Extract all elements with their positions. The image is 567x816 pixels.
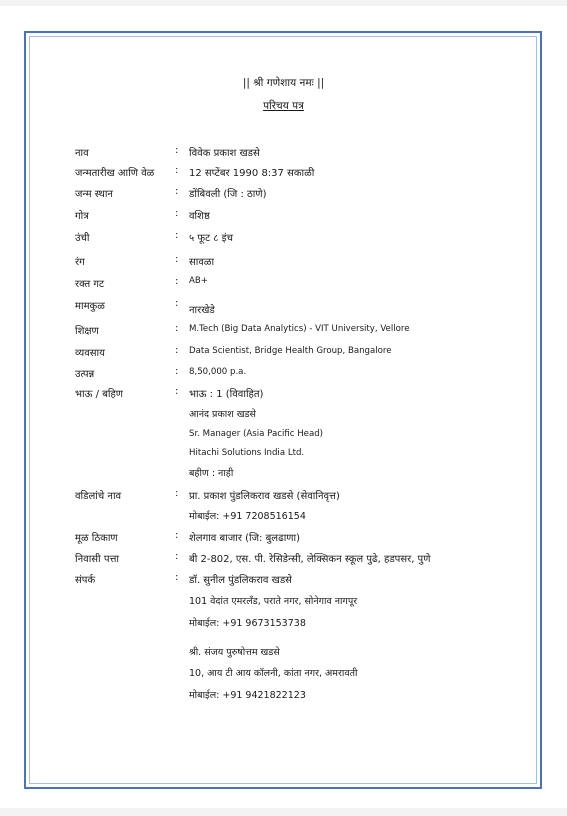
field-label: मूळ ठिकाण [75, 533, 118, 544]
field-label: संपर्क [75, 575, 96, 586]
field-colon: : [175, 276, 179, 287]
field-value: 12 सप्टेंबर 1990 8:37 सकाळी [189, 168, 315, 179]
field-value: नारखेडे [189, 305, 215, 316]
field-colon: : [175, 230, 179, 241]
field-label: जन्म स्थान [75, 189, 113, 200]
field-colon: : [175, 254, 179, 265]
field-label: व्यवसाय [75, 348, 105, 359]
field-value: डोंबिवली (जि : ठाणे) [189, 189, 267, 200]
field-label: जन्मतारीख आणि वेळ [75, 168, 155, 179]
field-colon: : [175, 145, 179, 156]
field-value: M.Tech (Big Data Analytics) - VIT University, Vellore [189, 324, 410, 334]
invocation-heading: || श्री गणेशाय नमः || [242, 77, 325, 89]
field-colon: : [175, 386, 179, 397]
contact-line: मोबाईल: +91 9421822123 [189, 690, 306, 701]
contact-line: श्री. संजय पुरुषोत्तम खडसे [189, 647, 280, 658]
sibling-line: Hitachi Solutions India Ltd. [189, 448, 305, 458]
field-label: नाव [75, 148, 89, 159]
field-value: शेलगाव बाजार (जि: बुलढाणा) [189, 533, 301, 544]
field-label: गोत्र [75, 211, 89, 222]
field-value: विवेक प्रकाश खडसे [189, 148, 260, 159]
field-value: ५ फूट ८ इंच [189, 233, 233, 244]
field-colon: : [175, 298, 179, 309]
field-colon: : [175, 165, 179, 176]
field-colon: : [175, 572, 179, 583]
field-value: भाऊ : 1 (विवाहित) [189, 389, 264, 400]
field-value: Data Scientist, Bridge Health Group, Bangalore [189, 346, 392, 356]
field-label: रंग [75, 257, 85, 268]
contact-line: मोबाईल: +91 9673153738 [189, 618, 306, 629]
field-colon: : [175, 208, 179, 219]
field-value: सावळा [189, 257, 215, 268]
sibling-line: Sr. Manager (Asia Pacific Head) [189, 429, 324, 439]
field-value: 8,50,000 p.a. [189, 367, 247, 377]
field-value: प्रा. प्रकाश पुंडलिकराव खडसे (सेवानिवृत्त) [189, 491, 340, 502]
field-value: AB+ [189, 276, 208, 286]
field-label: रक्त गट [75, 279, 104, 290]
field-label: मामकुळ [75, 301, 105, 312]
sibling-line: बहीण : नाही [189, 468, 234, 479]
field-colon: : [175, 366, 179, 377]
field-value: बी 2-802, एस. पी. रेसिडेन्सी, लेक्सिकन स्कूल पुढे, हडपसर, पुणे [189, 554, 431, 565]
field-colon: : [175, 323, 179, 334]
sibling-line: आनंद प्रकाश खडसे [189, 409, 256, 420]
field-colon: : [175, 488, 179, 499]
field-label: वडिलांचे नाव [75, 491, 122, 502]
field-colon: : [175, 345, 179, 356]
field-label: उत्पन्न [75, 369, 95, 380]
father-mobile: मोबाईल: +91 7208516154 [189, 511, 306, 522]
field-label: भाऊ / बहिण [75, 389, 124, 400]
field-label: निवासी पत्ता [75, 554, 119, 565]
field-colon: : [175, 530, 179, 541]
field-value: डॉ. सुनील पुंडलिकराव खडसे [189, 575, 292, 586]
contact-line: 10, आय टी आय कॉलनी, कांता नगर, अमरावती [189, 668, 358, 679]
field-colon: : [175, 186, 179, 197]
document-title: परिचय पत्र [263, 100, 304, 112]
contact-line: 101 वेदांत एमरलँड, पराते नगर, सोनेगाव नागपूर [189, 596, 358, 607]
field-colon: : [175, 551, 179, 562]
field-label: उंची [75, 233, 90, 244]
field-value: वशिष्ठ [189, 211, 210, 222]
field-label: शिक्षण [75, 326, 99, 337]
